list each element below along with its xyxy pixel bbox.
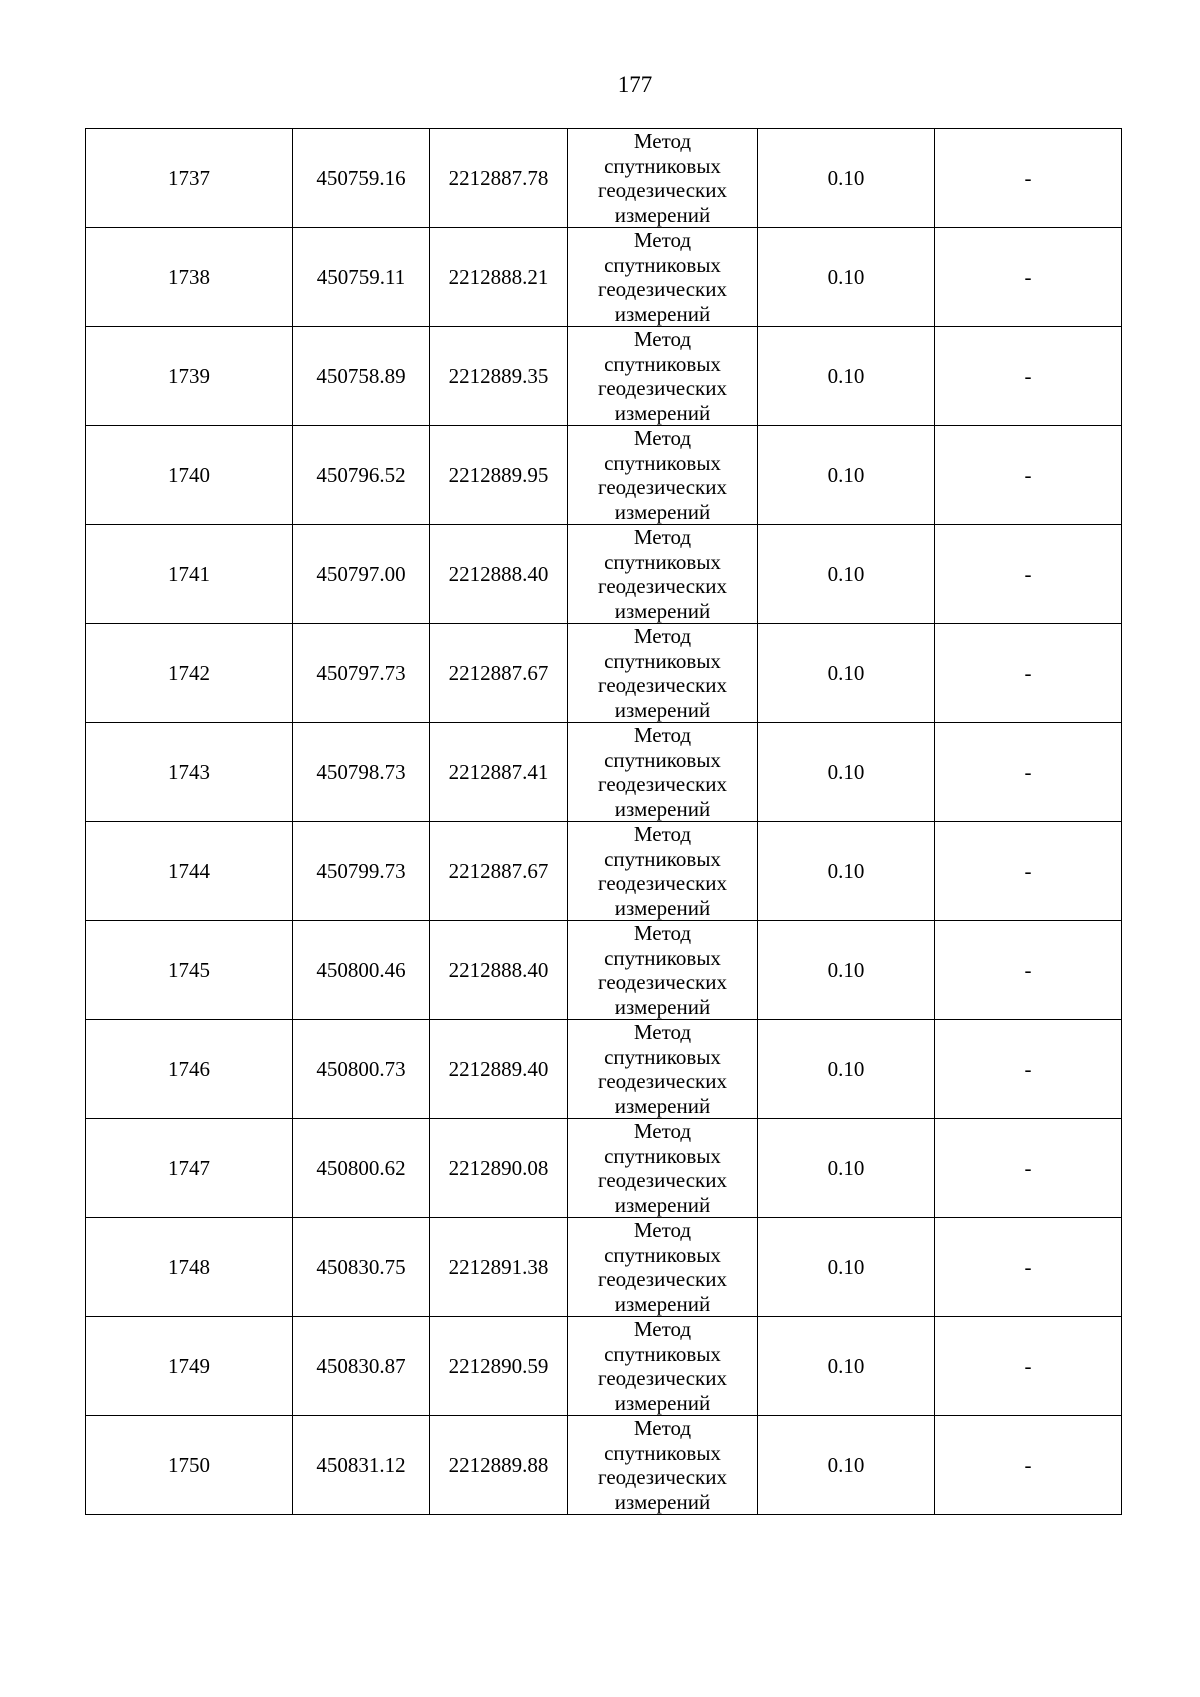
method-line: измерений	[614, 1192, 711, 1217]
point-number-cell: 1739	[86, 327, 293, 426]
x-coordinate-cell: 450800.73	[293, 1020, 430, 1119]
note-cell: -	[935, 129, 1122, 228]
method-cell	[568, 921, 758, 1020]
method-line: спутниковых	[604, 153, 721, 178]
x-coordinate-cell: 450797.00	[293, 525, 430, 624]
note-cell: -	[935, 525, 1122, 624]
note-cell: -	[935, 1218, 1122, 1317]
page-number: 177	[617, 72, 653, 97]
method-line: спутниковых	[604, 1044, 721, 1069]
table-row	[86, 327, 1122, 426]
x-coordinate-cell: 450800.46	[293, 921, 430, 1020]
method-line: геодезических	[597, 178, 727, 202]
accuracy-cell: 0.10	[758, 1218, 935, 1317]
note-cell: -	[935, 1416, 1122, 1515]
method-line: Метод	[633, 1218, 692, 1242]
table-row	[86, 525, 1122, 624]
method-line: спутниковых	[604, 648, 721, 673]
point-number-cell: 1749	[86, 1317, 293, 1416]
y-coordinate-cell: 2212889.40	[430, 1020, 568, 1119]
point-number-cell: 1745	[86, 921, 293, 1020]
accuracy-cell: 0.10	[758, 822, 935, 921]
method-line: геодезических	[597, 574, 727, 598]
accuracy-cell: 0.10	[758, 1416, 935, 1515]
accuracy-cell: 0.10	[758, 525, 935, 624]
note-cell: -	[935, 624, 1122, 723]
method-line: Метод	[633, 822, 692, 846]
table-row	[86, 1020, 1122, 1119]
method-line: измерений	[614, 697, 711, 722]
y-coordinate-cell: 2212891.38	[430, 1218, 568, 1317]
method-cell	[568, 525, 758, 624]
table-row	[86, 822, 1122, 921]
method-line: измерений	[614, 499, 711, 524]
table-row	[86, 723, 1122, 822]
x-coordinate-cell: 450797.73	[293, 624, 430, 723]
method-line: измерений	[614, 598, 711, 623]
point-number-cell: 1744	[86, 822, 293, 921]
method-cell	[568, 1119, 758, 1218]
table-row	[86, 1416, 1122, 1515]
method-line: измерений	[614, 1093, 711, 1118]
method-line: Метод	[633, 921, 692, 945]
method-line: спутниковых	[604, 450, 721, 475]
y-coordinate-cell: 2212888.40	[430, 525, 568, 624]
method-line: геодезических	[597, 673, 727, 697]
accuracy-cell: 0.10	[758, 426, 935, 525]
method-cell	[568, 723, 758, 822]
method-line: спутниковых	[604, 1440, 721, 1465]
method-line: Метод	[633, 723, 692, 747]
accuracy-cell: 0.10	[758, 921, 935, 1020]
y-coordinate-cell: 2212887.78	[430, 129, 568, 228]
method-line: геодезических	[597, 1366, 727, 1390]
accuracy-cell: 0.10	[758, 1119, 935, 1218]
method-line: измерений	[614, 301, 711, 326]
method-line: измерений	[614, 895, 711, 920]
method-line: измерений	[614, 994, 711, 1019]
point-number-cell: 1748	[86, 1218, 293, 1317]
point-number-cell: 1737	[86, 129, 293, 228]
method-line: геодезических	[597, 871, 727, 895]
accuracy-cell: 0.10	[758, 723, 935, 822]
note-cell: -	[935, 1317, 1122, 1416]
method-line: спутниковых	[604, 1143, 721, 1168]
x-coordinate-cell: 450830.75	[293, 1218, 430, 1317]
point-number-cell: 1743	[86, 723, 293, 822]
x-coordinate-cell: 450798.73	[293, 723, 430, 822]
method-line: геодезических	[597, 1465, 727, 1489]
method-line: Метод	[633, 426, 692, 450]
y-coordinate-cell: 2212889.95	[430, 426, 568, 525]
y-coordinate-cell: 2212887.41	[430, 723, 568, 822]
method-line: Метод	[633, 624, 692, 648]
method-line: Метод	[633, 327, 692, 351]
method-line: геодезических	[597, 1069, 727, 1093]
method-line: измерений	[614, 1390, 711, 1415]
x-coordinate-cell: 450831.12	[293, 1416, 430, 1515]
method-line: спутниковых	[604, 351, 721, 376]
method-line: Метод	[633, 1119, 692, 1143]
y-coordinate-cell: 2212888.40	[430, 921, 568, 1020]
table-row	[86, 1119, 1122, 1218]
x-coordinate-cell: 450800.62	[293, 1119, 430, 1218]
method-line: спутниковых	[604, 945, 721, 970]
method-cell	[568, 1416, 758, 1515]
method-line: Метод	[633, 1020, 692, 1044]
method-cell	[568, 624, 758, 723]
method-line: спутниковых	[604, 1242, 721, 1267]
method-cell	[568, 1218, 758, 1317]
method-line: Метод	[633, 1416, 692, 1440]
x-coordinate-cell: 450759.16	[293, 129, 430, 228]
x-coordinate-cell: 450759.11	[293, 228, 430, 327]
y-coordinate-cell: 2212889.88	[430, 1416, 568, 1515]
table-row	[86, 1218, 1122, 1317]
method-line: геодезических	[597, 475, 727, 499]
point-number-cell: 1740	[86, 426, 293, 525]
table-row	[86, 426, 1122, 525]
point-number-cell: 1738	[86, 228, 293, 327]
note-cell: -	[935, 327, 1122, 426]
table-row	[86, 1317, 1122, 1416]
method-line: геодезических	[597, 376, 727, 400]
accuracy-cell: 0.10	[758, 1020, 935, 1119]
coordinates-table	[85, 128, 1122, 1515]
method-cell	[568, 1317, 758, 1416]
accuracy-cell: 0.10	[758, 228, 935, 327]
y-coordinate-cell: 2212887.67	[430, 624, 568, 723]
x-coordinate-cell: 450796.52	[293, 426, 430, 525]
point-number-cell: 1742	[86, 624, 293, 723]
note-cell: -	[935, 1119, 1122, 1218]
method-line: геодезических	[597, 1168, 727, 1192]
method-line: Метод	[633, 228, 692, 252]
table-row	[86, 228, 1122, 327]
note-cell: -	[935, 921, 1122, 1020]
method-line: измерений	[614, 400, 711, 425]
note-cell: -	[935, 426, 1122, 525]
method-line: геодезических	[597, 970, 727, 994]
method-cell	[568, 1020, 758, 1119]
method-line: Метод	[633, 129, 692, 153]
method-line: спутниковых	[604, 549, 721, 574]
table-row	[86, 921, 1122, 1020]
x-coordinate-cell: 450799.73	[293, 822, 430, 921]
note-cell: -	[935, 822, 1122, 921]
table-row	[86, 624, 1122, 723]
method-line: измерений	[614, 796, 711, 821]
point-number-cell: 1746	[86, 1020, 293, 1119]
y-coordinate-cell: 2212890.59	[430, 1317, 568, 1416]
method-line: Метод	[633, 1317, 692, 1341]
method-line: спутниковых	[604, 846, 721, 871]
accuracy-cell: 0.10	[758, 327, 935, 426]
method-line: измерений	[614, 1489, 711, 1514]
point-number-cell: 1747	[86, 1119, 293, 1218]
method-line: геодезических	[597, 277, 727, 301]
table-row	[86, 129, 1122, 228]
method-cell	[568, 228, 758, 327]
method-line: спутниковых	[604, 252, 721, 277]
method-cell	[568, 426, 758, 525]
accuracy-cell: 0.10	[758, 129, 935, 228]
note-cell: -	[935, 723, 1122, 822]
y-coordinate-cell: 2212890.08	[430, 1119, 568, 1218]
note-cell: -	[935, 1020, 1122, 1119]
point-number-cell: 1741	[86, 525, 293, 624]
accuracy-cell: 0.10	[758, 624, 935, 723]
y-coordinate-cell: 2212889.35	[430, 327, 568, 426]
x-coordinate-cell: 450830.87	[293, 1317, 430, 1416]
method-line: спутниковых	[604, 1341, 721, 1366]
point-number-cell: 1750	[86, 1416, 293, 1515]
method-cell	[568, 822, 758, 921]
method-line: геодезических	[597, 1267, 727, 1291]
method-line: геодезических	[597, 772, 727, 796]
y-coordinate-cell: 2212888.21	[430, 228, 568, 327]
y-coordinate-cell: 2212887.67	[430, 822, 568, 921]
method-line: Метод	[633, 525, 692, 549]
x-coordinate-cell: 450758.89	[293, 327, 430, 426]
note-cell: -	[935, 228, 1122, 327]
method-line: измерений	[614, 202, 711, 227]
method-cell	[568, 129, 758, 228]
method-line: измерений	[614, 1291, 711, 1316]
accuracy-cell: 0.10	[758, 1317, 935, 1416]
method-cell	[568, 327, 758, 426]
method-line: спутниковых	[604, 747, 721, 772]
coordinates-table-body	[86, 129, 1122, 1515]
